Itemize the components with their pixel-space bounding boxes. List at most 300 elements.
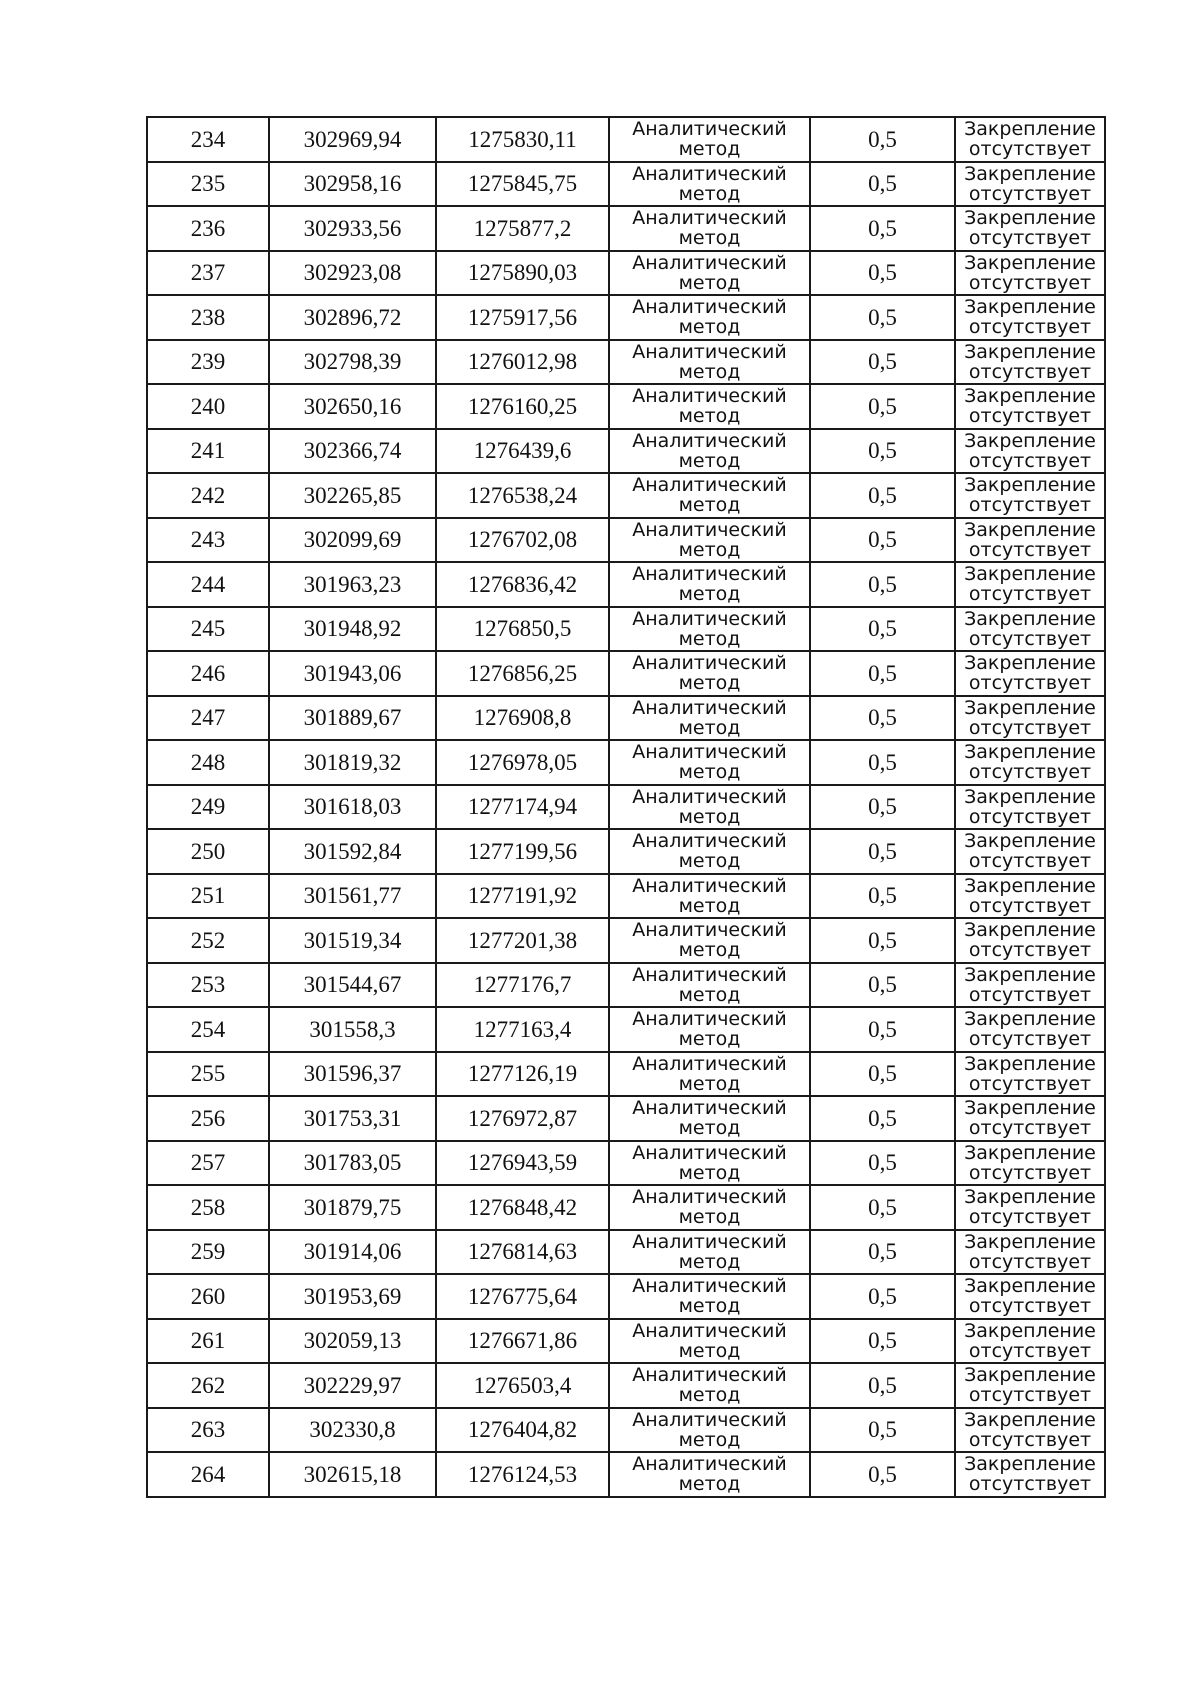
fixation-cell bbox=[955, 429, 1105, 474]
fixation-cell bbox=[955, 740, 1105, 785]
accuracy-cell: 0,5 bbox=[810, 1230, 955, 1275]
y-coordinate-cell: 1277126,19 bbox=[436, 1052, 609, 1097]
method-cell-line: Аналитический bbox=[632, 1453, 787, 1476]
y-coordinate-cell: 1276404,82 bbox=[436, 1408, 609, 1453]
fixation-cell-line: Закрепление bbox=[964, 251, 1096, 274]
table-row bbox=[147, 740, 1105, 785]
point-number-cell: 246 bbox=[147, 651, 269, 696]
table-row bbox=[147, 785, 1105, 830]
fixation-cell bbox=[955, 607, 1105, 652]
method-cell bbox=[609, 785, 810, 830]
fixation-cell-line: отсутствует bbox=[968, 538, 1092, 561]
method-cell-line: Аналитический bbox=[632, 340, 787, 363]
method-cell bbox=[609, 740, 810, 785]
fixation-cell-line: отсутствует bbox=[968, 271, 1092, 294]
point-number-cell: 252 bbox=[147, 918, 269, 963]
x-coordinate-cell: 302933,56 bbox=[269, 206, 436, 251]
accuracy-cell: 0,5 bbox=[810, 1363, 955, 1408]
fixation-cell-line: Закрепление bbox=[964, 1008, 1096, 1031]
fixation-cell-line: Закрепление bbox=[964, 696, 1096, 719]
method-cell-line: Аналитический bbox=[632, 1230, 787, 1253]
method-cell-line: метод bbox=[678, 1384, 741, 1407]
method-cell-line: Аналитический bbox=[632, 1364, 787, 1387]
fixation-cell bbox=[955, 206, 1105, 251]
table-row bbox=[147, 1185, 1105, 1230]
x-coordinate-cell: 301753,31 bbox=[269, 1096, 436, 1141]
accuracy-cell: 0,5 bbox=[810, 1096, 955, 1141]
accuracy-cell: 0,5 bbox=[810, 696, 955, 741]
accuracy-cell: 0,5 bbox=[810, 918, 955, 963]
method-cell-line: Аналитический bbox=[632, 429, 787, 452]
accuracy-cell: 0,5 bbox=[810, 117, 955, 162]
table-row bbox=[147, 1052, 1105, 1097]
method-cell-line: метод bbox=[678, 405, 741, 428]
fixation-cell-line: отсутствует bbox=[968, 805, 1092, 828]
method-cell-line: Аналитический bbox=[632, 607, 787, 630]
point-number-cell: 234 bbox=[147, 117, 269, 162]
fixation-cell-line: отсутствует bbox=[968, 360, 1092, 383]
method-cell-line: метод bbox=[678, 1473, 741, 1496]
y-coordinate-cell: 1276124,53 bbox=[436, 1452, 609, 1497]
fixation-cell-line: Закрепление bbox=[964, 429, 1096, 452]
table-row bbox=[147, 1363, 1105, 1408]
method-cell bbox=[609, 1096, 810, 1141]
table-row bbox=[147, 251, 1105, 296]
method-cell-line: метод bbox=[678, 227, 741, 250]
method-cell bbox=[609, 1230, 810, 1275]
method-cell-line: метод bbox=[678, 494, 741, 517]
fixation-cell-line: Закрепление bbox=[964, 830, 1096, 853]
table-row bbox=[147, 117, 1105, 162]
accuracy-cell: 0,5 bbox=[810, 740, 955, 785]
method-cell-line: метод bbox=[678, 271, 741, 294]
table-row bbox=[147, 562, 1105, 607]
x-coordinate-cell: 301618,03 bbox=[269, 785, 436, 830]
table-row bbox=[147, 1096, 1105, 1141]
x-coordinate-cell: 302923,08 bbox=[269, 251, 436, 296]
method-cell bbox=[609, 206, 810, 251]
fixation-cell bbox=[955, 1052, 1105, 1097]
fixation-cell bbox=[955, 651, 1105, 696]
fixation-cell-line: Закрепление bbox=[964, 1052, 1096, 1075]
method-cell-line: метод bbox=[678, 1339, 741, 1362]
fixation-cell-line: отсутствует bbox=[968, 1161, 1092, 1184]
method-cell bbox=[609, 473, 810, 518]
y-coordinate-cell: 1276856,25 bbox=[436, 651, 609, 696]
x-coordinate-cell: 301592,84 bbox=[269, 829, 436, 874]
x-coordinate-cell: 301819,32 bbox=[269, 740, 436, 785]
fixation-cell bbox=[955, 1274, 1105, 1319]
x-coordinate-cell: 301519,34 bbox=[269, 918, 436, 963]
point-number-cell: 263 bbox=[147, 1408, 269, 1453]
x-coordinate-cell: 302896,72 bbox=[269, 295, 436, 340]
fixation-cell bbox=[955, 117, 1105, 162]
x-coordinate-cell: 302265,85 bbox=[269, 473, 436, 518]
fixation-cell-line: Закрепление bbox=[964, 1186, 1096, 1209]
accuracy-cell: 0,5 bbox=[810, 874, 955, 919]
fixation-cell bbox=[955, 874, 1105, 919]
accuracy-cell: 0,5 bbox=[810, 785, 955, 830]
method-cell-line: Аналитический bbox=[632, 785, 787, 808]
accuracy-cell: 0,5 bbox=[810, 1274, 955, 1319]
fixation-cell-line: Закрепление bbox=[964, 607, 1096, 630]
fixation-cell-line: Закрепление bbox=[964, 518, 1096, 541]
x-coordinate-cell: 301879,75 bbox=[269, 1185, 436, 1230]
y-coordinate-cell: 1276908,8 bbox=[436, 696, 609, 741]
method-cell-line: метод bbox=[678, 1250, 741, 1273]
fixation-cell bbox=[955, 963, 1105, 1008]
method-cell-line: метод bbox=[678, 182, 741, 205]
y-coordinate-cell: 1275890,03 bbox=[436, 251, 609, 296]
method-cell-line: метод bbox=[678, 1428, 741, 1451]
fixation-cell-line: Закрепление bbox=[964, 1408, 1096, 1431]
method-cell-line: метод bbox=[678, 672, 741, 695]
y-coordinate-cell: 1277163,4 bbox=[436, 1007, 609, 1052]
fixation-cell-line: Закрепление bbox=[964, 1230, 1096, 1253]
table-row bbox=[147, 206, 1105, 251]
fixation-cell-line: Закрепление bbox=[964, 162, 1096, 185]
y-coordinate-cell: 1277201,38 bbox=[436, 918, 609, 963]
method-cell-line: Аналитический bbox=[632, 1186, 787, 1209]
method-cell bbox=[609, 874, 810, 919]
table-row bbox=[147, 1274, 1105, 1319]
method-cell bbox=[609, 1363, 810, 1408]
table-row bbox=[147, 384, 1105, 429]
point-number-cell: 239 bbox=[147, 340, 269, 385]
fixation-cell-line: отсутствует bbox=[968, 1117, 1092, 1140]
x-coordinate-cell: 301914,06 bbox=[269, 1230, 436, 1275]
method-cell-line: Аналитический bbox=[632, 296, 787, 319]
method-cell bbox=[609, 295, 810, 340]
method-cell-line: Аналитический bbox=[632, 474, 787, 497]
point-number-cell: 242 bbox=[147, 473, 269, 518]
table-row bbox=[147, 1319, 1105, 1364]
fixation-cell bbox=[955, 785, 1105, 830]
fixation-cell-line: отсутствует bbox=[968, 1028, 1092, 1051]
y-coordinate-cell: 1276836,42 bbox=[436, 562, 609, 607]
fixation-cell-line: отсутствует bbox=[968, 227, 1092, 250]
fixation-cell-line: отсутствует bbox=[968, 1072, 1092, 1095]
fixation-cell bbox=[955, 251, 1105, 296]
x-coordinate-cell: 301948,92 bbox=[269, 607, 436, 652]
fixation-cell-line: отсутствует bbox=[968, 405, 1092, 428]
accuracy-cell: 0,5 bbox=[810, 651, 955, 696]
fixation-cell-line: Закрепление bbox=[964, 1319, 1096, 1342]
method-cell-line: метод bbox=[678, 761, 741, 784]
table-row bbox=[147, 696, 1105, 741]
fixation-cell bbox=[955, 1007, 1105, 1052]
method-cell-line: Аналитический bbox=[632, 1052, 787, 1075]
fixation-cell bbox=[955, 1141, 1105, 1186]
method-cell-line: Аналитический bbox=[632, 118, 787, 141]
table-row bbox=[147, 651, 1105, 696]
fixation-cell-line: Закрепление bbox=[964, 385, 1096, 408]
table-row bbox=[147, 473, 1105, 518]
point-number-cell: 262 bbox=[147, 1363, 269, 1408]
method-cell-line: Аналитический bbox=[632, 1408, 787, 1431]
y-coordinate-cell: 1276943,59 bbox=[436, 1141, 609, 1186]
method-cell-line: метод bbox=[678, 449, 741, 472]
point-number-cell: 255 bbox=[147, 1052, 269, 1097]
method-cell bbox=[609, 1452, 810, 1497]
method-cell-line: метод bbox=[678, 1072, 741, 1095]
point-number-cell: 253 bbox=[147, 963, 269, 1008]
fixation-cell-line: отсутствует bbox=[968, 1295, 1092, 1318]
accuracy-cell: 0,5 bbox=[810, 1052, 955, 1097]
y-coordinate-cell: 1276972,87 bbox=[436, 1096, 609, 1141]
method-cell bbox=[609, 607, 810, 652]
fixation-cell-line: Закрепление bbox=[964, 1275, 1096, 1298]
method-cell-line: Аналитический bbox=[632, 1275, 787, 1298]
fixation-cell-line: отсутствует bbox=[968, 894, 1092, 917]
fixation-cell bbox=[955, 1230, 1105, 1275]
y-coordinate-cell: 1276850,5 bbox=[436, 607, 609, 652]
table-row bbox=[147, 1230, 1105, 1275]
y-coordinate-cell: 1276848,42 bbox=[436, 1185, 609, 1230]
y-coordinate-cell: 1277174,94 bbox=[436, 785, 609, 830]
method-cell-line: Аналитический bbox=[632, 963, 787, 986]
accuracy-cell: 0,5 bbox=[810, 607, 955, 652]
method-cell-line: метод bbox=[678, 583, 741, 606]
fixation-cell-line: отсутствует bbox=[968, 1339, 1092, 1362]
fixation-cell-line: Закрепление bbox=[964, 1141, 1096, 1164]
y-coordinate-cell: 1275877,2 bbox=[436, 206, 609, 251]
accuracy-cell: 0,5 bbox=[810, 1408, 955, 1453]
method-cell-line: метод bbox=[678, 939, 741, 962]
method-cell-line: Аналитический bbox=[632, 1141, 787, 1164]
method-cell bbox=[609, 518, 810, 563]
method-cell-line: метод bbox=[678, 1028, 741, 1051]
table-row bbox=[147, 918, 1105, 963]
x-coordinate-cell: 301783,05 bbox=[269, 1141, 436, 1186]
method-cell-line: Аналитический bbox=[632, 385, 787, 408]
method-cell-line: Аналитический bbox=[632, 652, 787, 675]
fixation-cell-line: отсутствует bbox=[968, 583, 1092, 606]
point-number-cell: 259 bbox=[147, 1230, 269, 1275]
method-cell-line: Аналитический bbox=[632, 162, 787, 185]
fixation-cell-line: отсутствует bbox=[968, 316, 1092, 339]
fixation-cell bbox=[955, 1452, 1105, 1497]
fixation-cell-line: отсутствует bbox=[968, 983, 1092, 1006]
fixation-cell bbox=[955, 473, 1105, 518]
table-row bbox=[147, 1452, 1105, 1497]
accuracy-cell: 0,5 bbox=[810, 384, 955, 429]
accuracy-cell: 0,5 bbox=[810, 1319, 955, 1364]
table-row bbox=[147, 518, 1105, 563]
fixation-cell-line: отсутствует bbox=[968, 1428, 1092, 1451]
table-row bbox=[147, 1408, 1105, 1453]
accuracy-cell: 0,5 bbox=[810, 340, 955, 385]
x-coordinate-cell: 302615,18 bbox=[269, 1452, 436, 1497]
accuracy-cell: 0,5 bbox=[810, 518, 955, 563]
y-coordinate-cell: 1276814,63 bbox=[436, 1230, 609, 1275]
method-cell-line: метод bbox=[678, 1161, 741, 1184]
fixation-cell-line: Закрепление bbox=[964, 207, 1096, 230]
method-cell bbox=[609, 963, 810, 1008]
fixation-cell-line: Закрепление bbox=[964, 741, 1096, 764]
coordinates-table-body bbox=[147, 117, 1105, 1497]
x-coordinate-cell: 302059,13 bbox=[269, 1319, 436, 1364]
x-coordinate-cell: 302969,94 bbox=[269, 117, 436, 162]
y-coordinate-cell: 1276702,08 bbox=[436, 518, 609, 563]
method-cell bbox=[609, 1141, 810, 1186]
fixation-cell-line: Закрепление bbox=[964, 963, 1096, 986]
method-cell bbox=[609, 918, 810, 963]
method-cell-line: Аналитический bbox=[632, 563, 787, 586]
fixation-cell-line: Закрепление bbox=[964, 785, 1096, 808]
method-cell-line: Аналитический bbox=[632, 1008, 787, 1031]
y-coordinate-cell: 1277176,7 bbox=[436, 963, 609, 1008]
fixation-cell bbox=[955, 295, 1105, 340]
fixation-cell-line: отсутствует bbox=[968, 627, 1092, 650]
accuracy-cell: 0,5 bbox=[810, 206, 955, 251]
method-cell bbox=[609, 162, 810, 207]
method-cell bbox=[609, 1274, 810, 1319]
fixation-cell bbox=[955, 1096, 1105, 1141]
table-row bbox=[147, 607, 1105, 652]
method-cell bbox=[609, 1319, 810, 1364]
point-number-cell: 258 bbox=[147, 1185, 269, 1230]
method-cell-line: Аналитический bbox=[632, 919, 787, 942]
method-cell-line: метод bbox=[678, 805, 741, 828]
x-coordinate-cell: 302650,16 bbox=[269, 384, 436, 429]
y-coordinate-cell: 1276439,6 bbox=[436, 429, 609, 474]
fixation-cell-line: Закрепление bbox=[964, 340, 1096, 363]
point-number-cell: 235 bbox=[147, 162, 269, 207]
y-coordinate-cell: 1276012,98 bbox=[436, 340, 609, 385]
coordinates-table bbox=[146, 116, 1106, 1498]
fixation-cell bbox=[955, 1319, 1105, 1364]
fixation-cell-line: отсутствует bbox=[968, 1206, 1092, 1229]
x-coordinate-cell: 301596,37 bbox=[269, 1052, 436, 1097]
fixation-cell-line: Закрепление bbox=[964, 474, 1096, 497]
method-cell-line: Аналитический bbox=[632, 1319, 787, 1342]
fixation-cell-line: Закрепление bbox=[964, 118, 1096, 141]
fixation-cell bbox=[955, 162, 1105, 207]
method-cell bbox=[609, 251, 810, 296]
y-coordinate-cell: 1275830,11 bbox=[436, 117, 609, 162]
x-coordinate-cell: 301963,23 bbox=[269, 562, 436, 607]
fixation-cell-line: отсутствует bbox=[968, 761, 1092, 784]
fixation-cell-line: Закрепление bbox=[964, 919, 1096, 942]
method-cell bbox=[609, 340, 810, 385]
x-coordinate-cell: 301943,06 bbox=[269, 651, 436, 696]
accuracy-cell: 0,5 bbox=[810, 562, 955, 607]
y-coordinate-cell: 1276503,4 bbox=[436, 1363, 609, 1408]
table-row bbox=[147, 340, 1105, 385]
accuracy-cell: 0,5 bbox=[810, 963, 955, 1008]
table-row bbox=[147, 1141, 1105, 1186]
fixation-cell bbox=[955, 1363, 1105, 1408]
fixation-cell bbox=[955, 829, 1105, 874]
fixation-cell-line: отсутствует bbox=[968, 449, 1092, 472]
point-number-cell: 250 bbox=[147, 829, 269, 874]
method-cell-line: Аналитический bbox=[632, 741, 787, 764]
point-number-cell: 241 bbox=[147, 429, 269, 474]
fixation-cell-line: Закрепление bbox=[964, 563, 1096, 586]
fixation-cell-line: отсутствует bbox=[968, 182, 1092, 205]
method-cell-line: метод bbox=[678, 138, 741, 161]
fixation-cell-line: Закрепление bbox=[964, 874, 1096, 897]
fixation-cell-line: Закрепление bbox=[964, 296, 1096, 319]
method-cell bbox=[609, 1007, 810, 1052]
method-cell bbox=[609, 1408, 810, 1453]
method-cell-line: Аналитический bbox=[632, 830, 787, 853]
x-coordinate-cell: 302229,97 bbox=[269, 1363, 436, 1408]
method-cell-line: метод bbox=[678, 1295, 741, 1318]
point-number-cell: 249 bbox=[147, 785, 269, 830]
accuracy-cell: 0,5 bbox=[810, 251, 955, 296]
fixation-cell-line: отсутствует bbox=[968, 672, 1092, 695]
fixation-cell-line: отсутствует bbox=[968, 494, 1092, 517]
fixation-cell-line: отсутствует bbox=[968, 1250, 1092, 1273]
accuracy-cell: 0,5 bbox=[810, 473, 955, 518]
fixation-cell-line: отсутствует bbox=[968, 716, 1092, 739]
method-cell-line: Аналитический bbox=[632, 874, 787, 897]
x-coordinate-cell: 301561,77 bbox=[269, 874, 436, 919]
y-coordinate-cell: 1276775,64 bbox=[436, 1274, 609, 1319]
method-cell-line: Аналитический bbox=[632, 696, 787, 719]
method-cell-line: метод bbox=[678, 983, 741, 1006]
method-cell-line: Аналитический bbox=[632, 518, 787, 541]
fixation-cell bbox=[955, 384, 1105, 429]
y-coordinate-cell: 1276160,25 bbox=[436, 384, 609, 429]
point-number-cell: 260 bbox=[147, 1274, 269, 1319]
accuracy-cell: 0,5 bbox=[810, 1007, 955, 1052]
fixation-cell bbox=[955, 518, 1105, 563]
x-coordinate-cell: 302958,16 bbox=[269, 162, 436, 207]
x-coordinate-cell: 302099,69 bbox=[269, 518, 436, 563]
fixation-cell-line: Закрепление bbox=[964, 1364, 1096, 1387]
point-number-cell: 236 bbox=[147, 206, 269, 251]
fixation-cell bbox=[955, 340, 1105, 385]
table-row bbox=[147, 874, 1105, 919]
method-cell-line: метод bbox=[678, 894, 741, 917]
x-coordinate-cell: 302366,74 bbox=[269, 429, 436, 474]
y-coordinate-cell: 1277191,92 bbox=[436, 874, 609, 919]
fixation-cell-line: отсутствует bbox=[968, 138, 1092, 161]
table-row bbox=[147, 829, 1105, 874]
fixation-cell bbox=[955, 562, 1105, 607]
point-number-cell: 257 bbox=[147, 1141, 269, 1186]
method-cell bbox=[609, 562, 810, 607]
method-cell-line: Аналитический bbox=[632, 207, 787, 230]
method-cell bbox=[609, 1185, 810, 1230]
fixation-cell-line: Закрепление bbox=[964, 652, 1096, 675]
y-coordinate-cell: 1277199,56 bbox=[436, 829, 609, 874]
accuracy-cell: 0,5 bbox=[810, 1141, 955, 1186]
table-row bbox=[147, 295, 1105, 340]
y-coordinate-cell: 1276978,05 bbox=[436, 740, 609, 785]
point-number-cell: 256 bbox=[147, 1096, 269, 1141]
method-cell-line: метод bbox=[678, 1117, 741, 1140]
point-number-cell: 237 bbox=[147, 251, 269, 296]
accuracy-cell: 0,5 bbox=[810, 1452, 955, 1497]
y-coordinate-cell: 1276538,24 bbox=[436, 473, 609, 518]
y-coordinate-cell: 1276671,86 bbox=[436, 1319, 609, 1364]
accuracy-cell: 0,5 bbox=[810, 1185, 955, 1230]
x-coordinate-cell: 302798,39 bbox=[269, 340, 436, 385]
method-cell bbox=[609, 651, 810, 696]
accuracy-cell: 0,5 bbox=[810, 429, 955, 474]
table-row bbox=[147, 1007, 1105, 1052]
accuracy-cell: 0,5 bbox=[810, 295, 955, 340]
point-number-cell: 261 bbox=[147, 1319, 269, 1364]
method-cell-line: Аналитический bbox=[632, 251, 787, 274]
point-number-cell: 264 bbox=[147, 1452, 269, 1497]
fixation-cell bbox=[955, 696, 1105, 741]
method-cell bbox=[609, 1052, 810, 1097]
